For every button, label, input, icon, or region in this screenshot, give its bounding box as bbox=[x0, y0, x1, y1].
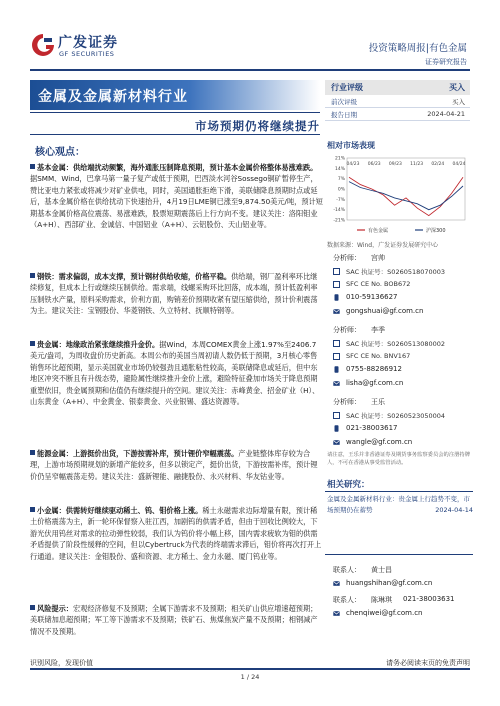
footer-disclaimer-note: 请务必阅读末页的免责声明 bbox=[386, 659, 470, 667]
chart-title: 相对市场表现 bbox=[327, 141, 375, 150]
rating-row-date bbox=[325, 108, 470, 121]
x-tick-label: 09/23 bbox=[388, 162, 402, 167]
paragraph-lead: 基本金属：供给端扰动频繁，海外通胀压制降息预期，预计基本金属价格整体易涨难跌。 bbox=[37, 163, 318, 172]
related-item[interactable] bbox=[327, 494, 473, 515]
y-tick-label: 21% bbox=[334, 156, 345, 162]
email-icon bbox=[333, 308, 340, 315]
related-item-date: 2024-04-14 bbox=[435, 505, 473, 514]
paragraph-body: 供给端，钢厂盈利率环比继续修复，但成本上行或继续压制供给。需求端，线螺采购环比回落，成本端，预计低盈利率压制铁水产量，原料采购需求，价利方面，购销差价预期收紧有望压缩供给，预计价利震荡为主。建议关注：宝钢股份、华菱钢铁、久立特材、抚顺特钢等。 bbox=[30, 272, 318, 316]
analyst-email[interactable]: gongshuai@gf.com.cn bbox=[346, 307, 424, 315]
analyst-email[interactable]: lisha@gf.com.cn bbox=[346, 379, 404, 387]
analyst-label: 分析师： bbox=[333, 326, 361, 334]
paragraph-lead: 贵金属：地缘政治紧张继续推升金价。 bbox=[37, 340, 160, 349]
header-divider bbox=[30, 69, 470, 71]
y-tick-label: 14% bbox=[334, 166, 345, 172]
y-tick-label: -7% bbox=[336, 197, 345, 203]
paragraph-lead: 风险提示： bbox=[37, 604, 73, 613]
contact-phone[interactable]: 021-38003631 bbox=[403, 595, 455, 603]
email-icon bbox=[333, 580, 340, 587]
analyst-email[interactable]: wangle@gf.com.cn bbox=[346, 438, 413, 446]
banner-title: 金属及金属新材料行业 bbox=[38, 89, 188, 105]
rating-head-label: 行业评级 bbox=[331, 83, 363, 92]
related-divider bbox=[325, 491, 473, 492]
bullet-square-icon bbox=[30, 605, 35, 610]
analyst-sac: SAC 执证号：S0260523050004 bbox=[346, 412, 446, 420]
analyst-phone[interactable]: 010-59136627 bbox=[346, 293, 398, 301]
email-icon bbox=[333, 380, 340, 387]
contact-name: 陈琳琪 bbox=[371, 596, 392, 604]
analyst-name: 李季 bbox=[371, 326, 385, 334]
paragraph-lead: 小金属：供需转好继续驱动稀土、钨、钼价格上涨。 bbox=[37, 506, 203, 515]
footer-divider bbox=[30, 668, 470, 670]
analyst-sac: SAC 执证号：S0260518070003 bbox=[346, 268, 446, 276]
gf-logo-mark-icon bbox=[30, 32, 56, 58]
bullet-square-icon bbox=[30, 507, 35, 512]
analyst-disclaimer: 请注意，王乐并非香港证券及期货事务监察委员会的注册持牌人，不可在香港从事受监管活动。 bbox=[327, 452, 471, 466]
bullet-square-icon bbox=[30, 164, 35, 169]
y-tick-label: 0% bbox=[337, 187, 345, 193]
certificate-icon bbox=[333, 353, 340, 360]
relative-performance-chart bbox=[325, 152, 470, 237]
report-type: 投资策略周报|有色金属 bbox=[368, 43, 467, 54]
rating-box bbox=[325, 80, 470, 121]
email-icon bbox=[333, 439, 340, 446]
analyst-label: 分析师： bbox=[333, 254, 361, 262]
phone-icon bbox=[333, 425, 340, 432]
paragraph-body: 稀土永磁需求边际增量有限，预计稀土价格震荡为主，新一轮环保督察入驻江西，加剧钨的供需矛盾，但由于回收比例较大，下游光伏用钨丝对需求的拉动弹性较弱，我们认为钨价将小幅上移，国内需求疲软为钼的供需矛盾提供了阶段性缓释的空间，但以Cybertruck为代表的终端需求滞后，钼价将再次打开上行通道。建议关注：金钼股份、盛和资源、北方稀土、金力永磁、厦门钨业等。 bbox=[30, 506, 322, 561]
y-tick-label: 7% bbox=[337, 177, 345, 183]
paragraph-base-metals bbox=[30, 162, 323, 230]
report-subtype: 证券研究报告 bbox=[425, 58, 467, 66]
paragraph-steel bbox=[30, 271, 323, 317]
paragraph-energy-metals bbox=[30, 448, 323, 482]
x-tick-label: 11/23 bbox=[410, 162, 424, 167]
rating-row-value: 买入 bbox=[452, 98, 465, 106]
gf-logo bbox=[30, 32, 130, 62]
paragraph-body: 据SMM、Wind，巴拿马第一量子复产或低于预期，巴西淡水河谷Sossego铜矿暂停生产，赞比亚电力紧张或将减少对矿业供电，同时，美国通胀拒绝下滑，美联储降息预期时点或延后，基本金属价格在供给扰动下快速抬升，4月19日LME铜已涨至9,874.50美元/吨，预计短期基本金属价格高位震荡、易涨难跌，股票短期震荡后上行方向不变。建议关注：洛阳钼业（A+H）、西部矿业、金诚信、中国铝业（A+H）、云铝股份、天山铝业等。 bbox=[30, 174, 323, 230]
y-tick-label: -21% bbox=[333, 218, 345, 224]
title-divider bbox=[30, 112, 320, 113]
legend-label: 有色金属 bbox=[368, 227, 389, 234]
series-line bbox=[349, 182, 463, 210]
rating-row-label: 前次评级 bbox=[331, 98, 357, 106]
email-icon bbox=[333, 610, 340, 617]
related-heading: 相关研究： bbox=[327, 480, 370, 490]
rating-row-previous bbox=[325, 95, 470, 108]
phone-icon bbox=[333, 366, 340, 373]
analyst-sfc: SFC CE No. BOB672 bbox=[346, 280, 411, 288]
certificate-icon bbox=[333, 340, 340, 347]
chart-data-source: 数据来源：Wind，广发证券发展研究中心 bbox=[327, 242, 439, 249]
rating-head-value: 买入 bbox=[449, 83, 465, 92]
contact-email[interactable]: chenqiwei@gf.com.cn bbox=[346, 609, 423, 617]
analyst-sac: SAC 执证号：S0260513080002 bbox=[346, 340, 446, 348]
paragraph-risks bbox=[30, 603, 323, 637]
x-tick-label: 06/23 bbox=[367, 162, 381, 167]
contact-label: 联系人： bbox=[333, 596, 361, 604]
x-tick-label: 04/24 bbox=[452, 162, 466, 167]
paragraph-lead: 能源金属：上游挺价出货，下游按需补库，预计锂价窄幅震荡。 bbox=[37, 449, 239, 458]
report-subtitle: 市场预期仍将继续提升 bbox=[195, 119, 320, 133]
analyst-sfc: SFC CE No. BNV167 bbox=[346, 352, 411, 360]
phone-icon bbox=[333, 294, 340, 301]
analyst-name: 宫帅 bbox=[371, 254, 385, 262]
logo-en-text: GF SECURITIES bbox=[59, 50, 115, 58]
chart-svg bbox=[325, 152, 470, 237]
title-banner bbox=[30, 80, 320, 110]
y-tick-label: -14% bbox=[333, 208, 345, 214]
paragraph-body: 据Wind，本周COMEX黄金上涨1.97%至2406.7美元/盎司，为周收盘价历史新高。本周公布的美国当周初请人数仍低于预期，3月核心零售销售环比超预期，显示美国就业市场仍较强劲且通胀粘性较高，美联储降息或延后，但中东地区冲突不断且有升级态势，避险属性继续推升金价上涨，避险特征叠加市场关于降息预期重塑依旧，贵金属预期和估值仍有继续提升的空间。建议关注：赤峰黄金、招金矿业（H）、山东黄金（A+H）、中金黄金、银泰黄金、兴业银锡、盛达资源等。 bbox=[30, 340, 320, 407]
certificate-icon bbox=[333, 281, 340, 288]
paragraph-lead: 钢铁：需求偏弱，成本支撑，预计钢材供给收缩，价格平稳。 bbox=[37, 272, 232, 281]
analyst-phone[interactable]: 021-38003617 bbox=[346, 424, 398, 432]
bullet-square-icon bbox=[30, 273, 35, 278]
related-bottom-divider bbox=[325, 554, 473, 555]
analyst-name: 王乐 bbox=[371, 398, 385, 406]
footer-slogan: 识别风险，发现价值 bbox=[30, 659, 93, 667]
subtitle-divider bbox=[30, 134, 320, 135]
rating-row-label: 报告日期 bbox=[331, 111, 357, 119]
logo-cn-text: 广发证券 bbox=[58, 35, 118, 51]
analyst-label: 分析师： bbox=[333, 398, 361, 406]
rating-row-value: 2024-04-21 bbox=[427, 110, 465, 118]
certificate-icon bbox=[333, 268, 340, 275]
paragraph-body: 宏观经济修复不及预期；全属下游需求不及预期；相关矿山供应增速超预期；美联储加息超预期；军工等下游需求不及预期；铁矿石、焦煤焦炭产量不及预期；相钢减产情况不及预期。 bbox=[30, 604, 318, 636]
paragraph-minor-metals bbox=[30, 505, 323, 562]
bullet-square-icon bbox=[30, 450, 35, 455]
x-tick-label: 04/23 bbox=[346, 162, 360, 167]
report-header bbox=[0, 0, 500, 76]
certificate-icon bbox=[333, 412, 340, 419]
analyst-phone[interactable]: 0755-88286912 bbox=[346, 365, 402, 373]
series-line bbox=[349, 177, 463, 215]
x-tick-label: 02/24 bbox=[431, 162, 445, 167]
page-number: 1 / 24 bbox=[240, 673, 260, 681]
legend-label: 沪深300 bbox=[426, 227, 446, 234]
contact-email[interactable]: huangshihan@gf.com.cn bbox=[346, 579, 433, 587]
paragraph-body: 产业链整体库存较为合理，上游市场预期规划的新增产能较多，但多以锁定产，挺价出货，下游按需补库，预计锂价仍呈窄幅震荡走势。建议关注：盛新锂能、融捷股份、永兴材料、华友钴业等。 bbox=[30, 449, 318, 481]
contact-name: 黄士昌 bbox=[371, 566, 392, 574]
core-heading: 核心观点： bbox=[35, 147, 85, 158]
paragraph-precious-metals bbox=[30, 339, 323, 407]
related-item-text[interactable]: 金属及金属新材料行业：贵金属上行趋势不变，市场预期仍在蓄势 bbox=[327, 495, 470, 514]
bullet-square-icon bbox=[30, 341, 35, 346]
contact-label: 联系人： bbox=[333, 566, 361, 574]
rating-head bbox=[325, 80, 470, 95]
